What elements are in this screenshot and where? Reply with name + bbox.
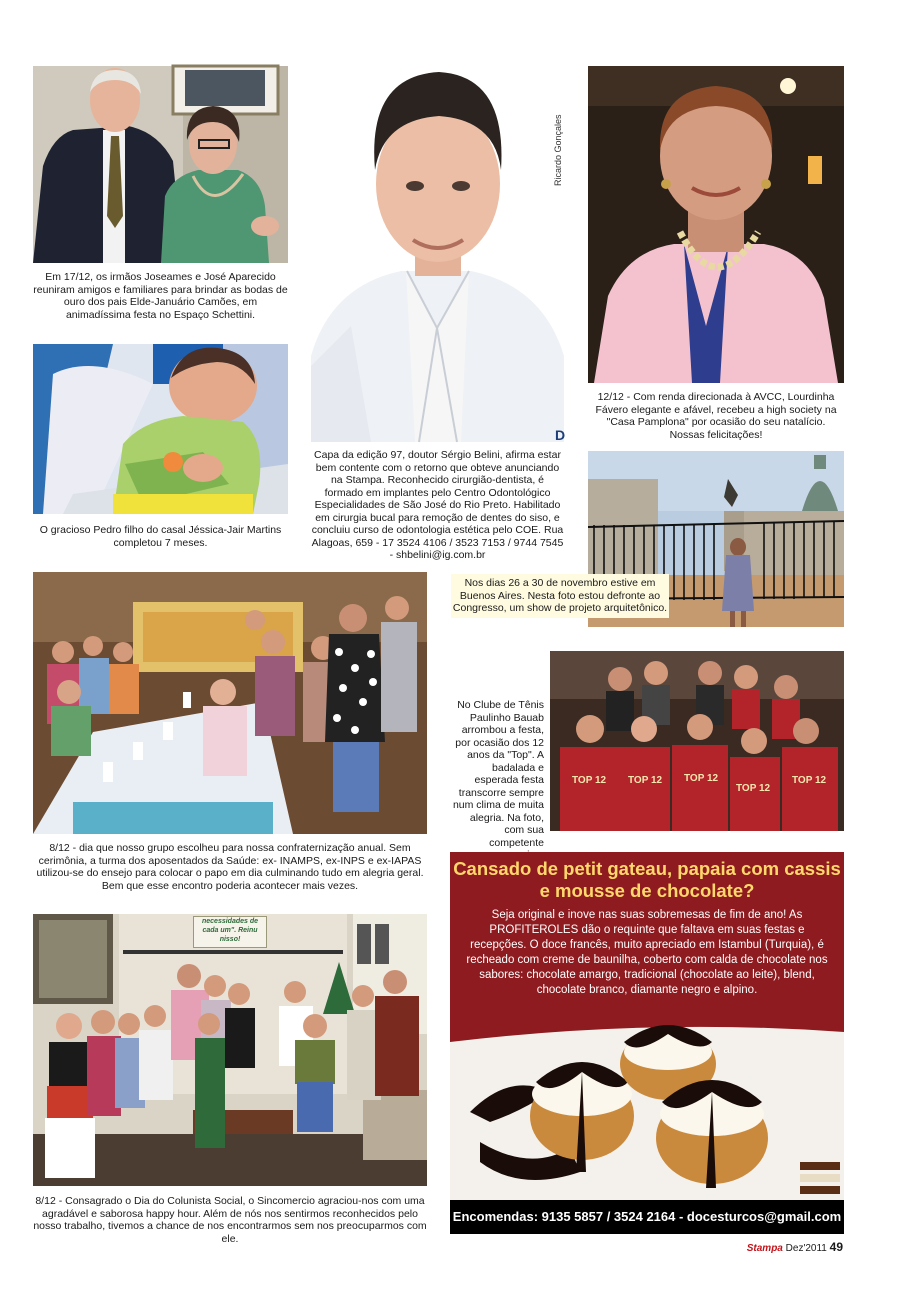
- caption-lourdinha: 12/12 - Com renda direcionada à AVCC, Lourdinha Fávero elegante e afável, recebeu a high society na "Casa Pamplona" por ocasião do seu natalício. Nossas felicitações!: [595, 391, 837, 441]
- svg-text:TOP 12: TOP 12: [572, 775, 607, 786]
- caption-capa: Capa da edição 97, doutor Sérgio Belini, afirma estar bem contente com o retorno que obteve anunciando na Stampa. Reconhecido cirurgião-dentista, é formado em implantes pelo Centro Odontológico Especialidades de São José do Rio Preto. Habilitado em cirurgia bucal para remoção de dentes do siso, e concluiu curso de odontologia estética pelo COE. Rua Alagoas, 659 - 17 3524 4106 / 3523 7153 / 9744 7545 - shbelini@ig.com.br: [311, 449, 564, 561]
- caption-tenis: No Clube de Tênis Paulinho Bauab arrombou a festa, por ocasião dos 12 anos da "Top". A badalada e esperada festa transcorre sempre num clima de muita alegria. Na foto, com sua competente: [452, 699, 544, 849]
- ad-headline: Cansado de petit gateau, papaia com cassis e mousse de chocolate?: [453, 858, 841, 901]
- photo-bodas-couple: [33, 66, 288, 263]
- ad-body-text: Seja original e inove nas suas sobremesas de fim de ano! As PROFITEROLES dão o requinte que faltava em suas festas e recepções. O doce francês, muito apreciado em Istambul (Turquia), é recheado com creme de baunilha, coberto com calda de chocolate nos sabores: chocolate amargo, tradicional (chocolate ao leite), blend, chocolate branco, diamante negro e alpino.: [466, 909, 828, 996]
- footer-edition: Dez'2011: [785, 1243, 827, 1254]
- ad-order-footer: Encomendas: 9135 5857 / 3524 2164 - docesturcos@gmail.com: [450, 1200, 844, 1234]
- svg-text:TOP 12: TOP 12: [792, 775, 827, 786]
- photo-lourdinha: [588, 66, 844, 383]
- wall-sign-text: necessidades de cada um". Reinu nisso!: [201, 918, 259, 943]
- footer-brand: Stampa: [746, 1243, 783, 1254]
- photo-credit: Ricardo Gonçales: [553, 114, 563, 186]
- page-number: 49: [829, 1240, 843, 1254]
- caption-saude: 8/12 - dia que nosso grupo escolheu para nossa confraternização anual. Sem cerimônia, a turma dos aposentados da Saúde: ex- INAMPS, ex-INPS e ex-IAPAS utilizou-se do ensejo para colocar o papo em dia culminando tudo em alegria geral. Bem que esse encontro poderia acontecer mais vezes.: [36, 842, 424, 892]
- photo-saude-group: [33, 572, 427, 834]
- photo-top-team: [550, 651, 844, 831]
- svg-text:D: D: [555, 427, 566, 443]
- shirt-text: [550, 651, 551, 652]
- caption-buenos-aires: Nos dias 26 a 30 de novembro estive em Buenos Aires. Nesta foto estou defronte ao Congresso, um show de projeto arquitetônico.: [451, 574, 669, 618]
- page-footer: [747, 1240, 843, 1254]
- caption-colunista: 8/12 - Consagrado o Dia do Colunista Social, o Sincomercio agraciou-nos com uma agradável e saborosa happy hour. Além de nós nos sentirmos reconhecidos pelo nosso trabalho, tivemos a chance de nos encontrarmos sem nos preocuparmos com ele.: [33, 1195, 427, 1245]
- svg-text:TOP 12: TOP 12: [736, 783, 771, 794]
- ad-profiteroles-image: [450, 1012, 844, 1200]
- photo-colunista-group: [33, 914, 427, 1186]
- svg-text:TOP 12: TOP 12: [684, 773, 719, 784]
- svg-text:TOP 12: TOP 12: [628, 775, 663, 786]
- wall-sign: [193, 916, 267, 948]
- photo-baby-pedro: [33, 344, 288, 514]
- caption-pedro: O gracioso Pedro filho do casal Jéssica-Jair Martins completou 7 meses.: [39, 524, 282, 549]
- caption-bodas: Em 17/12, os irmãos Joseames e José Aparecido reuniram amigos e familiares para brindar as bodas de ouro dos pais Elde-Januário Camões, em animadíssima festa no Espaço Schettini.: [33, 271, 288, 321]
- photo-cover-dentist: [311, 66, 564, 442]
- ad-profiteroles: [450, 852, 844, 1234]
